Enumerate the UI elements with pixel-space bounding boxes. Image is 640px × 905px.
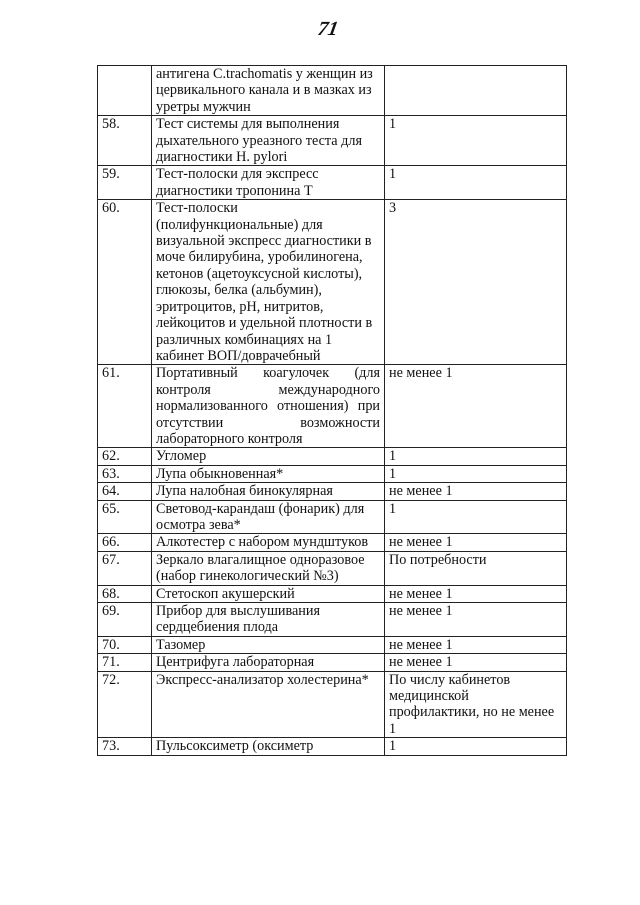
item-name: антигена C.trachomatis у женщин из цервикального канала и в мазках из уретры мужчин bbox=[152, 66, 385, 116]
item-quantity: 1 bbox=[385, 500, 567, 534]
item-quantity: не менее 1 bbox=[385, 636, 567, 653]
item-quantity: 1 bbox=[385, 166, 567, 200]
row-number: 65. bbox=[98, 500, 152, 534]
page-number: 71 bbox=[316, 18, 341, 40]
table-row bbox=[98, 551, 567, 585]
row-number: 62. bbox=[98, 448, 152, 465]
table-row bbox=[98, 738, 567, 755]
item-name: Экспресс-анализатор холестерина* bbox=[152, 671, 385, 738]
row-number: 68. bbox=[98, 585, 152, 602]
row-number: 64. bbox=[98, 483, 152, 500]
table-row bbox=[98, 671, 567, 738]
item-name: Световод-карандаш (фонарик) для осмотра зева* bbox=[152, 500, 385, 534]
item-quantity: не менее 1 bbox=[385, 483, 567, 500]
item-name: Зеркало влагалищное одноразовое (набор гинекологический №3) bbox=[152, 551, 385, 585]
item-quantity bbox=[385, 66, 567, 116]
item-quantity: не менее 1 bbox=[385, 585, 567, 602]
item-quantity: 1 bbox=[385, 465, 567, 482]
row-number: 71. bbox=[98, 654, 152, 671]
item-name: Лупа налобная бинокулярная bbox=[152, 483, 385, 500]
item-quantity: 1 bbox=[385, 448, 567, 465]
table-row bbox=[98, 500, 567, 534]
row-number: 59. bbox=[98, 166, 152, 200]
row-number bbox=[98, 66, 152, 116]
table-row bbox=[98, 465, 567, 482]
row-number: 67. bbox=[98, 551, 152, 585]
row-number: 70. bbox=[98, 636, 152, 653]
table-row bbox=[98, 483, 567, 500]
table-row bbox=[98, 636, 567, 653]
item-quantity: 3 bbox=[385, 200, 567, 365]
item-name: Тест-полоски для экспресс диагностики тропонина Т bbox=[152, 166, 385, 200]
item-quantity: не менее 1 bbox=[385, 654, 567, 671]
item-name: Прибор для выслушивания сердцебиения плода bbox=[152, 603, 385, 637]
item-quantity: По потребности bbox=[385, 551, 567, 585]
item-name: Тест-полоски (полифункциональные) для визуальной экспресс диагностики в моче билирубина, уробилиногена, кетонов (ацетоуксусной кислоты), глюкозы, белка (альбумин), эритроцитов, pH, нитритов, лейкоцитов и удельной плотности в различных комбинациях на 1 кабинет ВОП/доврачебный bbox=[152, 200, 385, 365]
row-number: 69. bbox=[98, 603, 152, 637]
item-name: Угломер bbox=[152, 448, 385, 465]
table-row bbox=[98, 654, 567, 671]
row-number: 63. bbox=[98, 465, 152, 482]
table-row bbox=[98, 534, 567, 551]
item-name: Стетоскоп акушерский bbox=[152, 585, 385, 602]
item-quantity: 1 bbox=[385, 116, 567, 166]
item-quantity: 1 bbox=[385, 738, 567, 755]
table-row bbox=[98, 166, 567, 200]
item-quantity: По числу кабинетов медицинской профилактики, но не менее 1 bbox=[385, 671, 567, 738]
item-quantity: не менее 1 bbox=[385, 534, 567, 551]
item-name: Тест системы для выполнения дыхательного уреазного теста для диагностики H. pylori bbox=[152, 116, 385, 166]
item-name: Тазомер bbox=[152, 636, 385, 653]
table-row bbox=[98, 66, 567, 116]
row-number: 73. bbox=[98, 738, 152, 755]
row-number: 60. bbox=[98, 200, 152, 365]
table-row bbox=[98, 448, 567, 465]
item-quantity: не менее 1 bbox=[385, 365, 567, 448]
item-name: Пульсоксиметр (оксиметр bbox=[152, 738, 385, 755]
item-name: Центрифуга лабораторная bbox=[152, 654, 385, 671]
table-row bbox=[98, 200, 567, 365]
row-number: 72. bbox=[98, 671, 152, 738]
item-name: Лупа обыкновенная* bbox=[152, 465, 385, 482]
equipment-table bbox=[97, 65, 567, 756]
table-row bbox=[98, 585, 567, 602]
row-number: 58. bbox=[98, 116, 152, 166]
item-quantity: не менее 1 bbox=[385, 603, 567, 637]
table-row bbox=[98, 603, 567, 637]
row-number: 66. bbox=[98, 534, 152, 551]
table-row bbox=[98, 116, 567, 166]
table-row bbox=[98, 365, 567, 448]
item-name: Портативный коагулочек (для контроля международного нормализованного отношения) при отсутствии возможности лабораторного контроля bbox=[152, 365, 385, 448]
item-name: Алкотестер с набором мундштуков bbox=[152, 534, 385, 551]
row-number: 61. bbox=[98, 365, 152, 448]
